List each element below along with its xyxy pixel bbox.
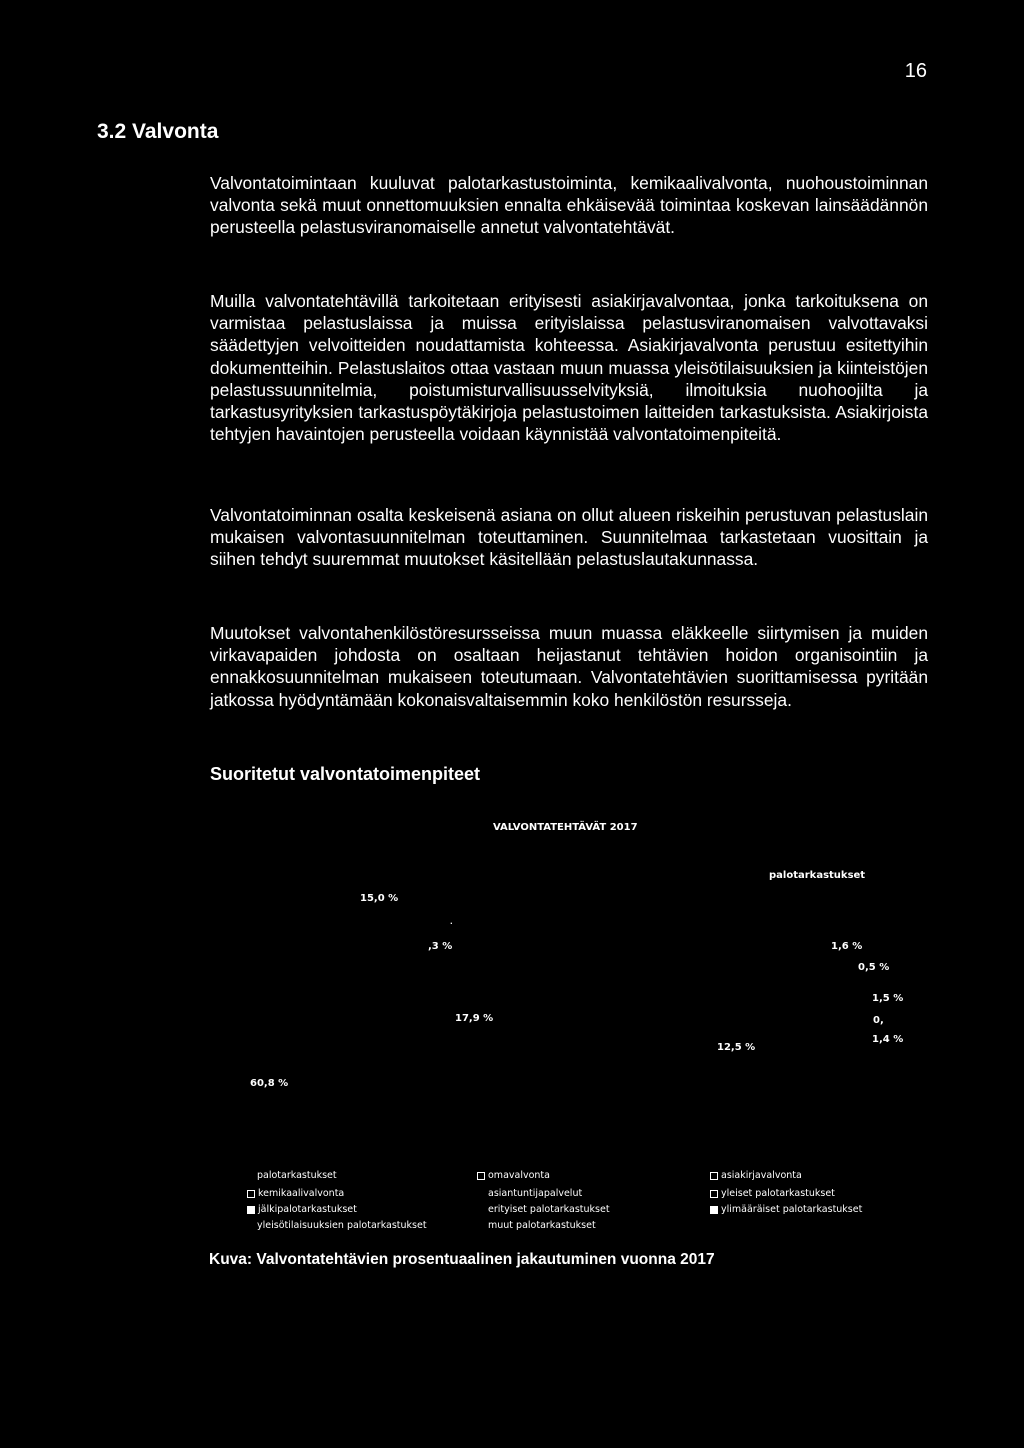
legend-swatch xyxy=(247,1206,255,1214)
slice-label: 0,5 % xyxy=(858,962,890,973)
paragraph-1: Valvontatoimintaan kuuluvat palotarkastustoiminta, kemikaalivalvonta, nuohoustoiminnan valvonta sekä muut onnettomuuksien ennalta ehkäisevää toimintaa koskevan lainsäädännön perusteella pelastusviranomaiselle annetut valvontatehtävät. xyxy=(210,173,928,238)
legend-swatch xyxy=(710,1190,718,1198)
paragraph-2: Muilla valvontatehtävillä tarkoitetaan erityisesti asiakirjavalvontaa, jonka tarkoituksena on varmistaa pelastuslaissa ja muissa erityislaissa pelastusviranomaisen valvottavaksi säädettyjen velvoitteiden noudattamista kohteessa. Asiakirjavalvonta perustuu esitettyihin dokumentteihin. Pelastuslaitos ottaa vastaan muun muassa yleisötilaisuuksien ja kiinteistöjen pelastussuunnitelmia, poistumisturvallisuusselvityksiä, ilmoituksia nuohoojilta ja tarkastusyrityksien tarkastuspöytäkirjoja pelastustoimen laitteiden tarkastuksista. Asiakirjoista tehtyjen havaintojen perusteella voidaan käynnistää valvontatoimenpiteitä. xyxy=(210,291,928,445)
legend-swatch xyxy=(710,1206,718,1214)
slice-label: 1,4 % xyxy=(872,1034,904,1045)
legend-item: erityiset palotarkastukset xyxy=(488,1204,610,1215)
legend-swatch xyxy=(247,1190,255,1198)
slice-label: 1,6 % xyxy=(831,941,863,952)
slice-label: . xyxy=(450,918,453,926)
legend-item: jälkipalotarkastukset xyxy=(247,1204,357,1215)
legend-item: asiakirjavalvonta xyxy=(710,1170,802,1181)
slice-label: 17,9 % xyxy=(455,1013,494,1024)
legend-item: ylimääräiset palotarkastukset xyxy=(710,1204,862,1215)
chart-title: VALVONTATEHTÄVÄT 2017 xyxy=(493,822,638,833)
legend-item: muut palotarkastukset xyxy=(488,1220,596,1231)
paragraph-3: Valvontatoiminnan osalta keskeisenä asiana on ollut alueen riskeihin perustuvan pelastuslain mukaisen valvontasuunnitelman toteuttaminen. Suunnitelmaa tarkastetaan vuosittain ja siihen tehdyt suuremmat muutokset käsitellään pelastuslautakunnassa. xyxy=(210,505,928,570)
legend-item: palotarkastukset xyxy=(257,1170,337,1181)
figure-caption: Kuva: Valvontatehtävien prosentuaalinen jakautuminen vuonna 2017 xyxy=(209,1251,715,1268)
legend-item: asiantuntijapalvelut xyxy=(488,1188,583,1199)
slice-label: palotarkastukset xyxy=(769,870,866,881)
chart-subheading: Suoritetut valvontatoimenpiteet xyxy=(210,764,481,784)
legend-item: omavalvonta xyxy=(477,1170,550,1181)
legend-item: yleiset palotarkastukset xyxy=(710,1188,835,1199)
legend-item: yleisötilaisuuksien palotarkastukset xyxy=(257,1220,427,1231)
paragraph-4: Muutokset valvontahenkilöstöresursseissa muun muassa eläkkeelle siirtymisen ja muiden virkavapaiden johdosta on osaltaan heijastanut tehtävien hoidon organisointiin ja ennakkosuunnitelman mukaiseen toteutumaan. Valvontatehtävien suorittamisessa pyritään jatkossa hyödyntämään kokonaisvaltaisemmin koko henkilöstön resursseja. xyxy=(210,623,928,710)
legend-swatch xyxy=(710,1172,718,1180)
slice-label: ,3 % xyxy=(428,941,453,952)
slice-label: 60,8 % xyxy=(250,1078,289,1089)
legend-swatch xyxy=(477,1172,485,1180)
slice-label: 1,5 % xyxy=(872,993,904,1004)
section-heading: 3.2 Valvonta xyxy=(97,120,219,143)
legend-item: kemikaalivalvonta xyxy=(247,1188,344,1199)
page-number: 16 xyxy=(904,60,927,82)
slice-label: 0, xyxy=(873,1015,884,1026)
slice-label: 15,0 % xyxy=(360,893,399,904)
slice-label: 12,5 % xyxy=(717,1042,756,1053)
